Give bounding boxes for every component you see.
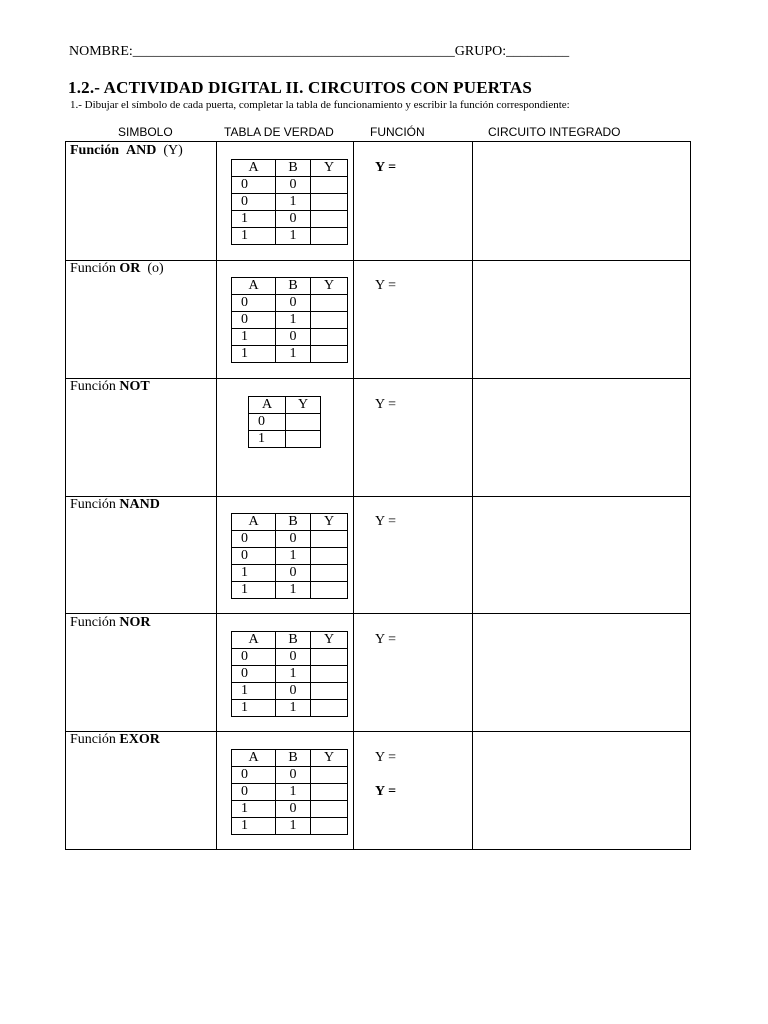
output-cell[interactable]	[311, 346, 348, 363]
truth-table-or: A B Y 0 0 0 1 1 0 1 1	[231, 277, 348, 363]
name-label: NOMBRE:	[69, 44, 133, 59]
output-cell[interactable]	[311, 194, 348, 211]
output-cell[interactable]	[311, 683, 348, 700]
output-cell[interactable]	[311, 211, 348, 228]
output-cell[interactable]	[311, 177, 348, 194]
column-header-funcion: FUNCIÓN	[370, 125, 425, 139]
output-cell[interactable]	[311, 531, 348, 548]
truth-table-nor: A B Y 0 0 0 1 1 0 1 1	[231, 631, 348, 717]
column-header-circuito: CIRCUITO INTEGRADO	[488, 125, 621, 139]
worksheet-grid	[65, 141, 691, 850]
truth-table-not: A Y 0 1	[248, 396, 321, 448]
gate-label-or: Función OR (o)	[70, 261, 164, 276]
output-cell[interactable]	[311, 329, 348, 346]
function-or[interactable]: Y =	[375, 278, 396, 293]
truth-table-exor: A B Y 0 0 0 1 1 0 1 1	[231, 749, 348, 835]
output-cell[interactable]	[311, 582, 348, 599]
column-header-tabla: TABLA DE VERDAD	[224, 125, 334, 139]
output-cell[interactable]	[286, 431, 321, 448]
output-cell[interactable]	[311, 548, 348, 565]
gate-label-and: Función AND (Y)	[70, 143, 183, 158]
truth-table-nand: A B Y 0 0 0 1 1 0 1 1	[231, 513, 348, 599]
output-cell[interactable]	[311, 565, 348, 582]
function-nand[interactable]: Y =	[375, 514, 396, 529]
gate-label-nand: Función NAND	[70, 497, 160, 512]
truth-table-and: A B Y 0 0 0 1 1 0 1 1	[231, 159, 348, 245]
function-exor-alt[interactable]: Y =	[375, 784, 397, 799]
page-title: 1.2.- ACTIVIDAD DIGITAL II. CIRCUITOS CON PUERTAS	[68, 78, 533, 97]
row-divider	[66, 613, 690, 614]
gate-label-exor: Función EXOR	[70, 732, 160, 747]
output-cell[interactable]	[311, 801, 348, 818]
gate-label-nor: Función NOR	[70, 615, 151, 630]
name-field[interactable]: ______________________________________________	[132, 44, 455, 59]
output-cell[interactable]	[311, 228, 348, 245]
group-field[interactable]: _________	[506, 44, 570, 59]
output-cell[interactable]	[311, 700, 348, 717]
output-cell[interactable]	[311, 784, 348, 801]
output-cell[interactable]	[311, 767, 348, 784]
instructions: 1.- Dibujar el símbolo de cada puerta, completar la tabla de funcionamiento y escribir la función correspondiente:	[70, 99, 570, 111]
header-line	[69, 44, 569, 60]
function-not[interactable]: Y =	[375, 397, 396, 412]
column-header-simbolo: SIMBOLO	[118, 125, 173, 139]
function-nor[interactable]: Y =	[375, 632, 396, 647]
output-cell[interactable]	[311, 295, 348, 312]
function-and[interactable]: Y =	[375, 160, 397, 175]
output-cell[interactable]	[286, 414, 321, 431]
output-cell[interactable]	[311, 312, 348, 329]
group-label: GRUPO:	[454, 44, 507, 59]
output-cell[interactable]	[311, 649, 348, 666]
gate-label-not: Función NOT	[70, 379, 150, 394]
function-exor[interactable]: Y =	[375, 750, 396, 765]
output-cell[interactable]	[311, 666, 348, 683]
output-cell[interactable]	[311, 818, 348, 835]
row-divider	[66, 378, 690, 379]
